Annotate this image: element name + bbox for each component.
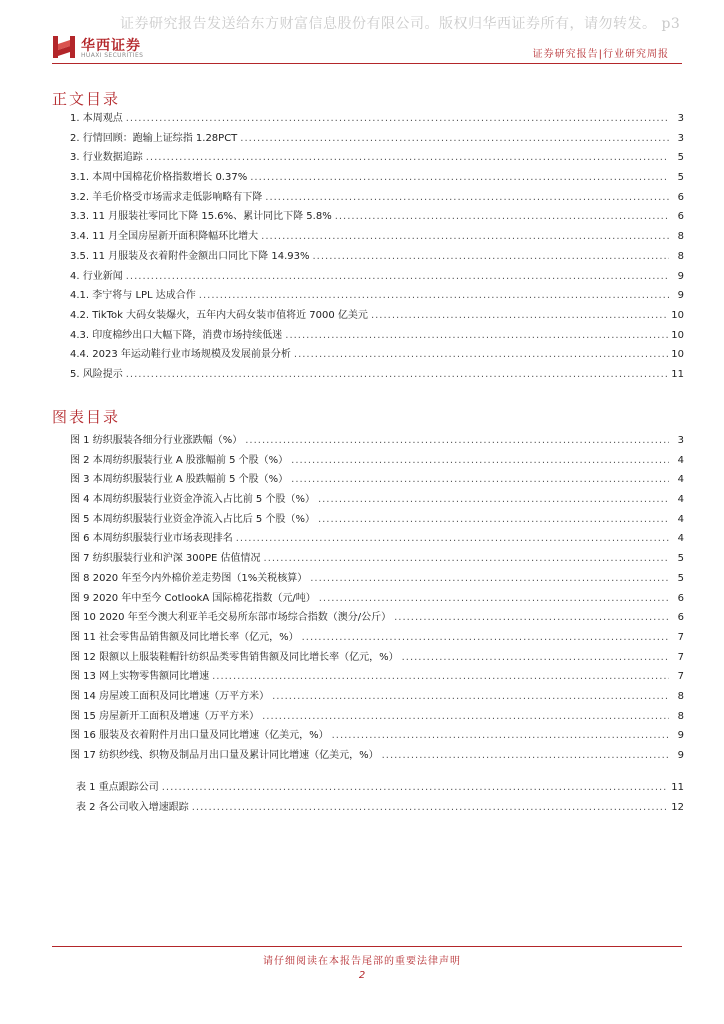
table-entry[interactable]: [76, 798, 684, 818]
toc-entry-page: 11: [671, 368, 684, 380]
toc-entry-label: 1. 本周观点: [70, 113, 123, 124]
figure-entry-page: 7: [677, 651, 684, 663]
figure-entry[interactable]: [70, 746, 684, 766]
dot-leader: [402, 648, 669, 668]
dot-leader: [319, 589, 669, 609]
toc-entry-page: 9: [677, 290, 684, 302]
dot-leader: [265, 188, 669, 208]
dot-leader: [240, 129, 669, 149]
dot-leader: [261, 227, 669, 247]
toc-entry-label: 3.3. 11 月服装社零同比下降 15.6%、累计同比下降 5.8%: [70, 211, 332, 223]
toc-entry-page: 6: [677, 191, 684, 203]
table-entry-page: 12: [671, 801, 684, 813]
header-divider: [52, 63, 682, 64]
dot-leader: [146, 148, 669, 168]
toc-entry-page: 5: [677, 172, 684, 184]
dot-leader: [126, 109, 669, 129]
toc-entry[interactable]: [70, 306, 684, 326]
toc-entry[interactable]: [70, 326, 684, 346]
dot-leader: [162, 778, 669, 798]
figure-entry-label: 图 15 房屋新开工面积及增速（万平方米）: [70, 710, 260, 722]
dot-leader: [332, 726, 669, 746]
figure-entry-label: 图 9 2020 年中至今 CotlookA 国际棉花指数（元/吨）: [70, 592, 316, 604]
figure-entry-page: 4: [677, 474, 684, 486]
toc-entry[interactable]: [70, 188, 684, 208]
figure-entry-label: 图 3 本周纺织服装行业 A 股跌幅前 5 个股（%）: [70, 474, 289, 486]
brand-name-en: HUAXI SECURITIES: [81, 52, 144, 59]
legal-notice: 请仔细阅读在本报告尾部的重要法律声明: [263, 956, 461, 967]
toc-entry[interactable]: [70, 247, 684, 267]
toc-entry-page: 10: [671, 329, 684, 341]
toc-entry[interactable]: [70, 207, 684, 227]
dot-leader: [126, 365, 669, 385]
dot-leader: [382, 746, 669, 766]
figure-entry-page: 7: [677, 671, 684, 683]
toc-entry-label: 4.1. 李宁将与 LPL 达成合作: [70, 290, 196, 302]
figure-entry[interactable]: [70, 608, 684, 628]
toc-entry-label: 3. 行业数据追踪: [70, 152, 143, 164]
figure-entry-page: 7: [677, 631, 684, 643]
toc-entry-label: 4.4. 2023 年运动鞋行业市场规模及发展前景分析: [70, 349, 291, 361]
toc-entry-page: 9: [677, 270, 684, 282]
dot-leader: [371, 306, 668, 326]
toc-entry[interactable]: [70, 267, 684, 287]
dot-leader: [262, 707, 669, 727]
report-type-label: 证券研究报告|行业研究周报: [532, 49, 669, 60]
watermark-text: 证券研究报告发送给东方财富信息股份有限公司。版权归华西证券所有，请勿转发。 p3: [120, 16, 681, 32]
figure-entry[interactable]: [70, 648, 684, 668]
figure-entry[interactable]: [70, 687, 684, 707]
toc-entry-page: 10: [671, 309, 684, 321]
figure-entry[interactable]: [70, 667, 684, 687]
toc-entry-page: 5: [677, 152, 684, 164]
toc-entry-label: 4.2. TikTok 大码女装爆火，五年内大码女装市值将近 7000 亿美元: [70, 309, 368, 321]
brand-logo: [52, 34, 182, 62]
dot-leader: [285, 326, 668, 346]
figure-entry[interactable]: [70, 589, 684, 609]
figure-entry-label: 图 1 纺织服装各细分行业涨跌幅（%）: [70, 435, 243, 446]
figure-entry-page: 9: [677, 750, 684, 761]
dot-leader: [318, 510, 669, 530]
figure-entry[interactable]: [70, 707, 684, 727]
footer-divider: [52, 946, 682, 947]
table-entry-label: 表 1 重点跟踪公司: [76, 782, 159, 793]
figure-entry-page: 3: [677, 435, 684, 446]
toc-entry[interactable]: [70, 168, 684, 188]
figure-entry[interactable]: [70, 529, 684, 549]
toc-entry[interactable]: [70, 129, 684, 149]
figure-entry-label: 图 12 限额以上服装鞋帽针纺织品类零售销售额及同比增长率（亿元，%）: [70, 651, 399, 663]
figure-entry-label: 图 13 网上实物零售额同比增速: [70, 671, 210, 683]
table-entry-label: 表 2 各公司收入增速跟踪: [76, 801, 189, 813]
figure-entry[interactable]: [70, 628, 684, 648]
toc-entry-page: 3: [677, 113, 684, 124]
dot-leader: [245, 431, 669, 451]
dot-leader: [192, 798, 669, 818]
toc-entry[interactable]: [70, 227, 684, 247]
figure-entry-page: 4: [677, 454, 684, 466]
figure-entry-page: 8: [677, 710, 684, 722]
toc-entry[interactable]: [70, 148, 684, 168]
figure-list: [70, 431, 684, 766]
toc-entry-page: 8: [677, 250, 684, 262]
figure-entry-label: 图 6 本周纺织服装行业市场表现排名: [70, 533, 233, 545]
dot-leader: [264, 549, 669, 569]
figures-section-title: 图表目录: [52, 408, 121, 426]
toc-entry-label: 3.5. 11 月服装及衣着附件金额出口同比下降 14.93%: [70, 250, 310, 262]
toc-entry-label: 3.4. 11 月全国房屋新开面积降幅环比增大: [70, 231, 259, 243]
dot-leader: [291, 451, 669, 471]
figure-entry[interactable]: [70, 726, 684, 746]
figure-entry-page: 5: [677, 572, 684, 584]
figure-entry-page: 4: [677, 494, 684, 506]
dot-leader: [291, 470, 669, 490]
figure-entry-page: 4: [677, 533, 684, 545]
dot-leader: [310, 569, 669, 589]
figure-entry-page: 4: [677, 513, 684, 525]
brand-logo-icon: [52, 34, 76, 60]
dot-leader: [126, 267, 669, 287]
dot-leader: [212, 667, 669, 687]
figure-entry-label: 图 4 本周纺织服装行业资金净流入占比前 5 个股（%）: [70, 494, 315, 506]
toc-entry-page: 3: [677, 132, 684, 144]
figure-entry[interactable]: [70, 431, 684, 451]
dot-leader: [272, 687, 669, 707]
toc-entry-label: 3.2. 羊毛价格受市场需求走低影响略有下降: [70, 191, 263, 203]
figure-entry-page: 6: [677, 592, 684, 604]
figure-entry-page: 5: [677, 553, 684, 565]
toc-section-title: 正文目录: [52, 90, 121, 108]
figure-entry-label: 图 16 服装及衣着附件月出口量及同比增速（亿美元，%）: [70, 730, 329, 742]
figure-entry-page: 8: [677, 690, 684, 702]
figure-entry-label: 图 10 2020 年至今澳大利亚羊毛交易所东部市场综合指数（澳分/公斤）: [70, 612, 392, 624]
brand-name-cn: 华西证券: [81, 38, 141, 54]
dot-leader: [294, 345, 668, 365]
toc-entry-label: 3.1. 本周中国棉花价格指数增长 0.37%: [70, 172, 248, 184]
figure-entry[interactable]: [70, 549, 684, 569]
figure-entry-label: 图 11 社会零售品销售额及同比增长率（亿元，%）: [70, 631, 299, 643]
toc-entry-page: 10: [671, 349, 684, 361]
dot-leader: [318, 490, 669, 510]
table-list: [76, 778, 684, 817]
toc-entry-label: 5. 风险提示: [70, 368, 123, 380]
table-entry-page: 11: [671, 782, 684, 793]
dot-leader: [394, 608, 669, 628]
dot-leader: [236, 529, 669, 549]
toc-entry-page: 8: [677, 231, 684, 243]
dot-leader: [312, 247, 669, 267]
table-entry[interactable]: [76, 778, 684, 798]
figure-entry-label: 图 7 纺织服装行业和沪深 300PE 估值情况: [70, 553, 261, 565]
figure-entry[interactable]: [70, 510, 684, 530]
figure-entry-label: 图 14 房屋竣工面积及同比增速（万平方米）: [70, 690, 270, 702]
figure-entry-page: 9: [677, 730, 684, 742]
dot-leader: [199, 286, 669, 306]
dot-leader: [302, 628, 669, 648]
dot-leader: [335, 207, 669, 227]
toc-entry-page: 6: [677, 211, 684, 223]
figure-entry-label: 图 8 2020 年至今内外棉价差走势图（1%关税核算）: [70, 572, 308, 584]
figure-entry-label: 图 17 纺织纱线、织物及制品月出口量及累计同比增速（亿美元，%）: [70, 750, 379, 761]
toc-entry-label: 4. 行业新闻: [70, 270, 123, 282]
toc-entry[interactable]: [70, 345, 684, 365]
toc-entry[interactable]: [70, 286, 684, 306]
dot-leader: [250, 168, 669, 188]
figure-entry-label: 图 2 本周纺织服装行业 A 股涨幅前 5 个股（%）: [70, 454, 289, 466]
figure-entry[interactable]: [70, 490, 684, 510]
figure-entry-label: 图 5 本周纺织服装行业资金净流入占比后 5 个股（%）: [70, 513, 315, 525]
toc-entry-label: 4.3. 印度棉纱出口大幅下降，消费市场持续低迷: [70, 329, 283, 341]
toc-entry[interactable]: [70, 109, 684, 129]
toc-entry[interactable]: [70, 365, 684, 385]
page-number: 2: [358, 970, 366, 981]
toc-entry-label: 2. 行情回顾：跑输上证综指 1.28PCT: [70, 132, 238, 144]
figure-entry[interactable]: [70, 470, 684, 490]
toc-list: [70, 109, 684, 385]
figure-entry[interactable]: [70, 569, 684, 589]
figure-entry[interactable]: [70, 451, 684, 471]
figure-entry-page: 6: [677, 612, 684, 624]
